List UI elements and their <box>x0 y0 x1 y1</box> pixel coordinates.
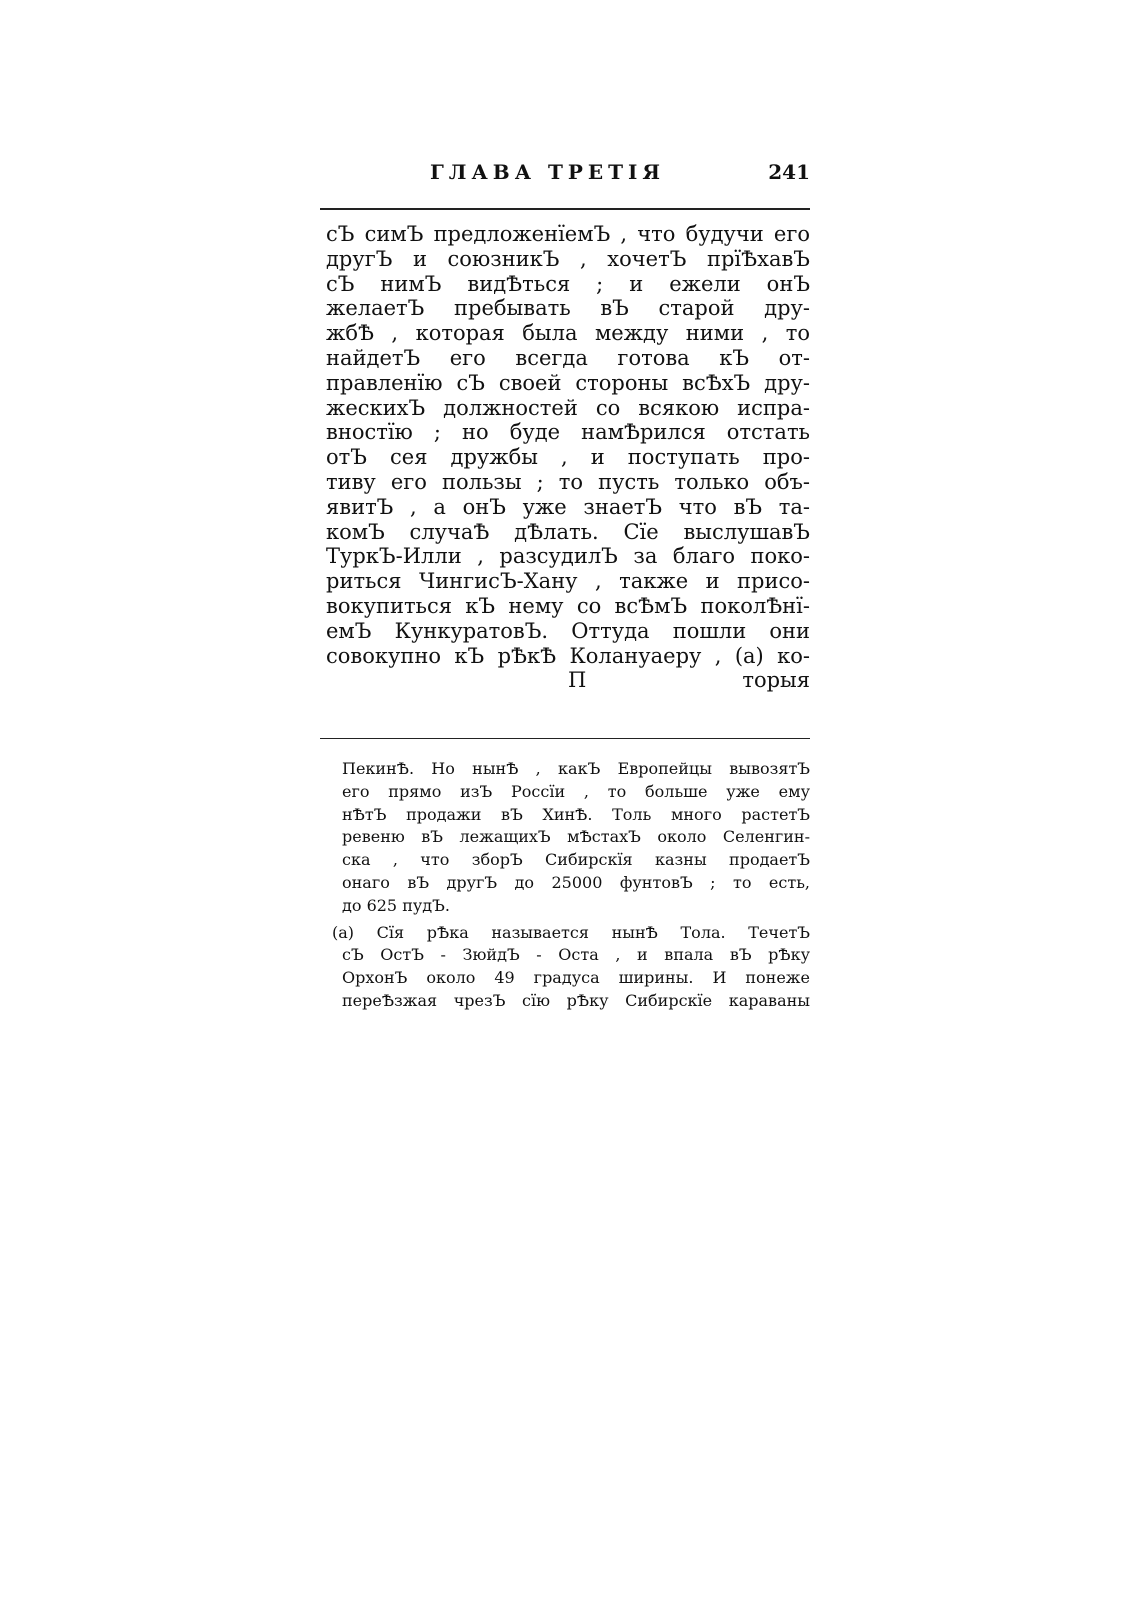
text-line: отЪ сея дружбы , и поступать про- <box>326 445 810 470</box>
footnote-line: ска , что зборЪ Сибирскїя казны продаетЪ <box>342 850 810 870</box>
footnote-a-line: переѢзжая чрезЪ сїю рѢку Сибирскїе караваны <box>342 990 810 1010</box>
text-line: тиву его пользы ; то пусть только объ- <box>326 469 810 494</box>
text-line: сЪ нимЪ видѢться ; и ежели онЪ <box>326 271 810 296</box>
text-line: вокупиться кЪ нему со всѢмЪ поколѢнї- <box>326 593 810 618</box>
text-line: явитЪ , а онЪ уже знаетЪ что вЪ та- <box>326 494 810 519</box>
footnote-a-line: (а) Сїя рѢка называется нынѢ Тола. ТечетЪ <box>332 922 810 942</box>
footnote-line: до 625 пудЪ. <box>342 895 450 915</box>
text-line: найдетЪ его всегда готова кЪ от- <box>326 345 810 370</box>
footnote-a-line: сЪ ОстЪ - ЗюйдЪ - Оста , и впала вЪ рѢку <box>342 945 810 965</box>
text-line: сЪ симЪ предложенїемЪ , что будучи его <box>326 222 810 246</box>
catchword: торыя <box>742 668 810 693</box>
main-text <box>326 222 810 693</box>
text-line: вностїю ; но буде намѢрился отстать <box>326 420 810 445</box>
footnote-line: нѢтЪ продажи вЪ ХинѢ. Толь много растетЪ <box>342 804 810 824</box>
running-head <box>320 160 810 192</box>
text-line: жескихЪ должностей со всякою испра- <box>326 395 810 420</box>
text-line: желаетЪ пребывать вЪ старой дру- <box>326 296 810 321</box>
text-line: правленїю сЪ своей стороны всѢхЪ дру- <box>326 370 810 395</box>
chapter-title: ГЛАВА ТРЕТІЯ <box>430 160 665 184</box>
footnote-line: ПекинѢ. Но нынѢ , какЪ Европейцы вывозятЪ <box>342 759 810 778</box>
header-rule <box>320 208 810 210</box>
text-line: другЪ и союзникЪ , хочетЪ прїѢхавЪ <box>326 246 810 271</box>
footnote-a-line: ОрхонЪ около 49 градуса ширины. И понеже <box>342 968 810 988</box>
footnote-rule <box>320 738 810 739</box>
text-line: ТуркЪ-Илли , разсудилЪ за благо поко- <box>326 544 810 569</box>
signature-mark: П <box>568 668 587 693</box>
text-line: комЪ случаѢ дѢлать. Сїе выслушавЪ <box>326 519 810 544</box>
text-line: емЪ КункуратовЪ. Оттуда пошли они <box>326 618 810 643</box>
text-line: жбѢ , которая была между ними , то <box>326 321 810 346</box>
footnote-line: ревеню вЪ лежащихЪ мѢстахЪ около Селенгин- <box>342 827 810 847</box>
page-number: 241 <box>768 160 810 184</box>
signature-line <box>326 668 810 693</box>
text-line: совокупно кЪ рѢкѢ Колануаеру , (а) ко- <box>326 643 810 668</box>
footnote-line: онаго вЪ другЪ до 25000 фунтовЪ ; то есть, <box>342 872 810 892</box>
footnote-line: его прямо изЪ Россїи , то больше уже ему <box>342 781 810 801</box>
footnotes <box>332 758 810 1013</box>
text-line: риться ЧингисЪ-Хану , также и присо- <box>326 569 810 594</box>
